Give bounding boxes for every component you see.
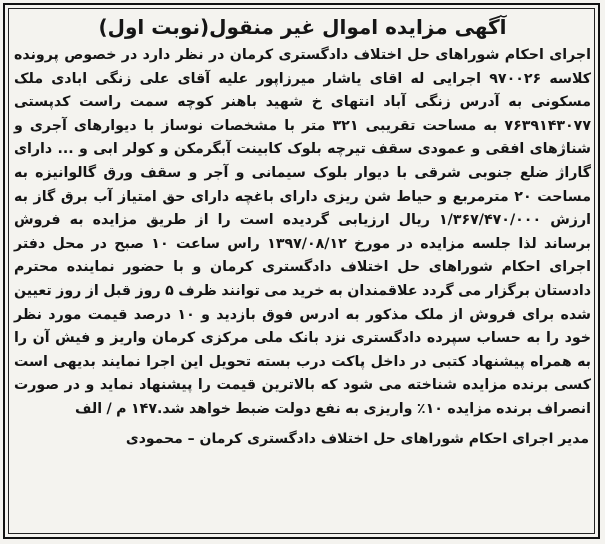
notice-signature: مدیر اجرای احکام شوراهای حل اختلاف دادگستری کرمان – محمودی: [125, 430, 589, 447]
auction-notice: [14, 12, 591, 450]
notice-body: اجرای احکام شوراهای حل اختلاف دادگستری کرمان در نظر دارد در خصوص پرونده کلاسه ۹۷۰۰۲۶ اجرایی له اقای یاشار میرزاپور علیه آقای علی زنگی ابادی ملک مسکونی به آدرس زنگی آباد انتهای خ شهید باهنر کوچه سمت راست کدپستی ۷۶۳۹۱۴۳۰۷۷ به مساحت تقریبی ۳۲۱ متر با مشخصات نوساز با دیوارهای آجری و شناژهای افقی و عمودی سقف تیرچه بلوک کابینت آبگرمکن و کولر ابی و ... دارای گاراژ ضلع جنوبی شرقی با دیوار بلوک سیمانی و آجر و سقف ورق گالوانیزه به مساحت ۲۰ مترمربع و حیاط شن ریزی دارای باغچه دارای حق امتیاز آب برق گاز به ارزش ۱/۳۶۷/۴۷۰/۰۰۰ ریال ارزیابی گردیده است را از طریق مزایده به فروش برساند لذا جلسه مزایده در مورخ ۱۳۹۷/۰۸/۱۲ راس ساعت ۱۰ صبح در محل دفتر اجرای احکام شوراهای حل اختلاف دادگستری کرمان و با حضور نماینده محترم دادستان برگزار می گردد علاقمندان به خرید می توانند ظرف ۵ روز قبل از روز تعیین شده برای فروش از ملک مذکور به ادرس فوق بازدید و ۱۰ درصد قیمت مورد نظر خود را به حساب سپرده دادگستری نزد بانک ملی مرکزی کرمان واریز و فیش آن را به همراه پیشنهاد کتبی در داخل پاکت درب بسته تحویل این اجرا نمایند بدیهی است کسی برنده مزایده شناخته می شود که بالاترین قیمت را پیشنهاد نماید و در صورت انصراف برنده مزایده ۱۰٪ واریزی به نفع دولت ضبط خواهد شد.۱۴۷ م / الف: [14, 47, 592, 417]
notice-title: آگهی مزایده اموال غیر منقول(نوبت اول): [98, 15, 507, 39]
